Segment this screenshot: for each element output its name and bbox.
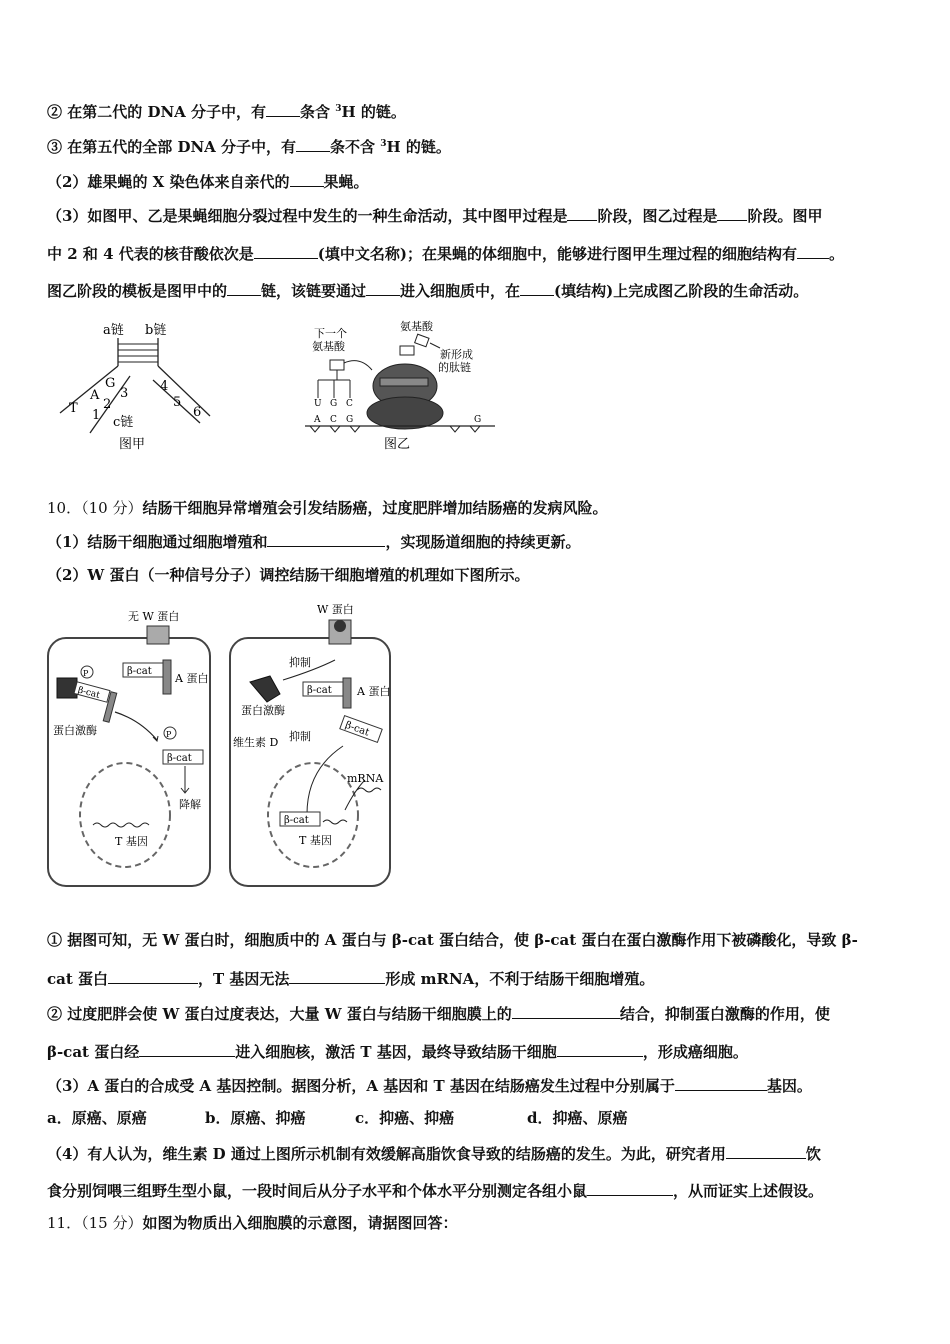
answer-blank[interactable]	[797, 243, 829, 259]
next-aa-label-1: 下一个	[314, 327, 347, 340]
codon-A: A	[314, 415, 321, 425]
left-bcat-free-label: β-cat	[167, 753, 192, 764]
num-4: 4	[160, 379, 169, 394]
figure-jia-caption: 图甲	[119, 437, 146, 452]
option-d[interactable]: d．抑癌、原癌	[527, 1109, 628, 1127]
new-chain-label-1: 新形成	[440, 348, 473, 361]
b-chain-label: b链	[145, 323, 167, 338]
base-T: T	[69, 401, 78, 416]
new-chain-label-2: 的肽链	[438, 361, 471, 374]
right-t-gene-label: T 基因	[299, 834, 332, 847]
answer-blank[interactable]	[675, 1075, 767, 1091]
answer-blank[interactable]	[512, 1003, 620, 1019]
q9-part-3-line1: （3）如图甲、乙是果蝇细胞分裂过程中发生的一种生命活动，其中图甲过程是 阶段，图乙过程是 阶段。图甲	[47, 207, 823, 225]
left-t-gene-label: T 基因	[115, 835, 148, 848]
right-bcat-nucleus-label: β-cat	[284, 815, 309, 826]
aa-label: 氨基酸	[400, 320, 433, 333]
figure-yi-caption: 图乙	[384, 437, 411, 452]
right-bcat-label: β-cat	[307, 685, 332, 696]
anticodon-G: G	[330, 399, 338, 409]
answer-blank[interactable]	[726, 1143, 806, 1159]
q10-c1-line1: ① 据图可知，无 W 蛋白时，细胞质中的 A 蛋白与 β-cat 蛋白结合，使 β-cat 蛋白在蛋白激酶作用下被磷酸化，导致 β-	[47, 931, 858, 949]
mrna-label: mRNA	[347, 772, 384, 785]
option-c[interactable]: c．抑癌、抑癌	[355, 1109, 455, 1127]
vitd-label: 维生素 D	[233, 736, 279, 749]
q10-c2-line2: β-cat 蛋白经 进入细胞核，激活 T 基因，最终导致结肠干细胞 ，形成癌细胞。	[47, 1043, 748, 1061]
option-b[interactable]: b．原癌、抑癌	[205, 1109, 306, 1127]
answer-blank[interactable]	[254, 243, 318, 259]
degrade-label: 降解	[179, 798, 201, 811]
q9-subitem-2: ② 在第二代的 DNA 分子中，有 条含 $^3$H 的链。	[47, 103, 406, 121]
base-G: G	[105, 376, 116, 391]
q10-part-2: （2）W 蛋白（一种信号分子）调控结肠干细胞增殖的机理如下图所示。	[47, 566, 530, 584]
q10-c1-line2: cat 蛋白 ，T 基因无法 形成 mRNA，不利于结肠干细胞增殖。	[47, 970, 655, 988]
answer-blank[interactable]	[290, 171, 324, 187]
base-A: A	[90, 388, 100, 403]
inhibit-1-label: 抑制	[289, 656, 311, 669]
next-aa-label-2: 氨基酸	[312, 340, 345, 353]
left-a-protein-label: A 蛋白	[175, 672, 209, 685]
anticodon-U: U	[314, 399, 322, 409]
no-w-label: 无 W 蛋白	[128, 610, 180, 623]
w-protein-label: W 蛋白	[317, 603, 354, 616]
inhibit-2-label: 抑制	[289, 730, 311, 743]
num-6: 6	[193, 405, 202, 420]
answer-blank[interactable]	[266, 101, 300, 117]
q10-part-4-line2: 食分别饲喂三组野生型小鼠，一段时间后从分子水平和个体水平分别测定各组小鼠 ，从而证实上述假设。	[47, 1182, 824, 1200]
answer-blank[interactable]	[587, 1180, 673, 1196]
answer-blank[interactable]	[717, 205, 747, 221]
q10-c2-line1: ② 过度肥胖会使 W 蛋白过度表达，大量 W 蛋白与结肠干细胞膜上的 结合，抑制蛋白激酶的作用，使	[47, 1005, 830, 1023]
anticodon-C: C	[346, 399, 353, 409]
right-kinase-label: 蛋白激酶	[241, 704, 285, 717]
left-bcat-phos-label: β-cat	[76, 685, 101, 701]
figure-jia	[55, 318, 225, 453]
q10-header: 10．（10 分）结肠干细胞异常增殖会引发结肠癌，过度肥胖增加结肠癌的发病风险。	[47, 499, 608, 517]
option-a[interactable]: a．原癌、原癌	[47, 1109, 147, 1127]
q10-part-1: （1）结肠干细胞通过细胞增殖和 ，实现肠道细胞的持续更新。	[47, 533, 581, 551]
figure-yi	[300, 318, 500, 453]
q9-part-3-line3: 图乙阶段的模板是图甲中的 链，该链要通过 进入细胞质中，在 (填结构)上完成图乙阶段的生命活动。	[47, 282, 809, 300]
q10-part-4-line1: （4）有人认为，维生素 D 通过上图所示机制有效缓解高脂饮食导致的结肠癌的发生。为此，研究者用 饮	[47, 1145, 821, 1163]
q9-subitem-3: ③ 在第五代的全部 DNA 分子中，有 条不含 $^3$H 的链。	[47, 138, 451, 156]
answer-blank[interactable]	[567, 205, 597, 221]
answer-blank[interactable]	[520, 280, 554, 296]
q10-part-3: （3）A 蛋白的合成受 A 基因控制。据图分析，A 基因和 T 基因在结肠癌发生过程中分别属于 基因。	[47, 1077, 812, 1095]
right-bcat-mid-label: β-cat	[343, 719, 371, 739]
phosphate-label-2: P	[166, 730, 172, 739]
figure-w-protein	[45, 600, 395, 892]
q11-header: 11．（15 分）如图为物质出入细胞膜的示意图，请据图回答：	[47, 1214, 458, 1232]
answer-blank[interactable]	[139, 1041, 235, 1057]
phosphate-label: P	[83, 669, 89, 678]
answer-blank[interactable]	[366, 280, 400, 296]
q9-part-2: （2）雄果蝇的 X 染色体来自亲代的 果蝇。	[47, 173, 369, 191]
codon-G: G	[346, 415, 354, 425]
num-1: 1	[92, 408, 101, 423]
right-a-protein-label: A 蛋白	[357, 685, 391, 698]
c-chain-label: c链	[113, 415, 134, 430]
num-3: 3	[120, 386, 129, 401]
a-chain-label: a链	[103, 323, 124, 338]
q10-options	[47, 1108, 907, 1128]
answer-blank[interactable]	[267, 531, 385, 547]
left-bcat-label: β-cat	[127, 666, 152, 677]
codon-G2: G	[474, 415, 482, 425]
answer-blank[interactable]	[289, 968, 385, 984]
answer-blank[interactable]	[227, 280, 261, 296]
codon-C: C	[330, 415, 337, 425]
answer-blank[interactable]	[108, 968, 198, 984]
answer-blank[interactable]	[296, 136, 330, 152]
left-kinase-label: 蛋白激酶	[53, 724, 97, 737]
num-5: 5	[173, 395, 182, 410]
num-2: 2	[103, 397, 112, 412]
answer-blank[interactable]	[557, 1041, 643, 1057]
q9-part-3-line2: 中 2 和 4 代表的核苷酸依次是 (填中文名称)；在果蝇的体细胞中，能够进行图甲生理过程的细胞结构有 。	[47, 245, 844, 263]
